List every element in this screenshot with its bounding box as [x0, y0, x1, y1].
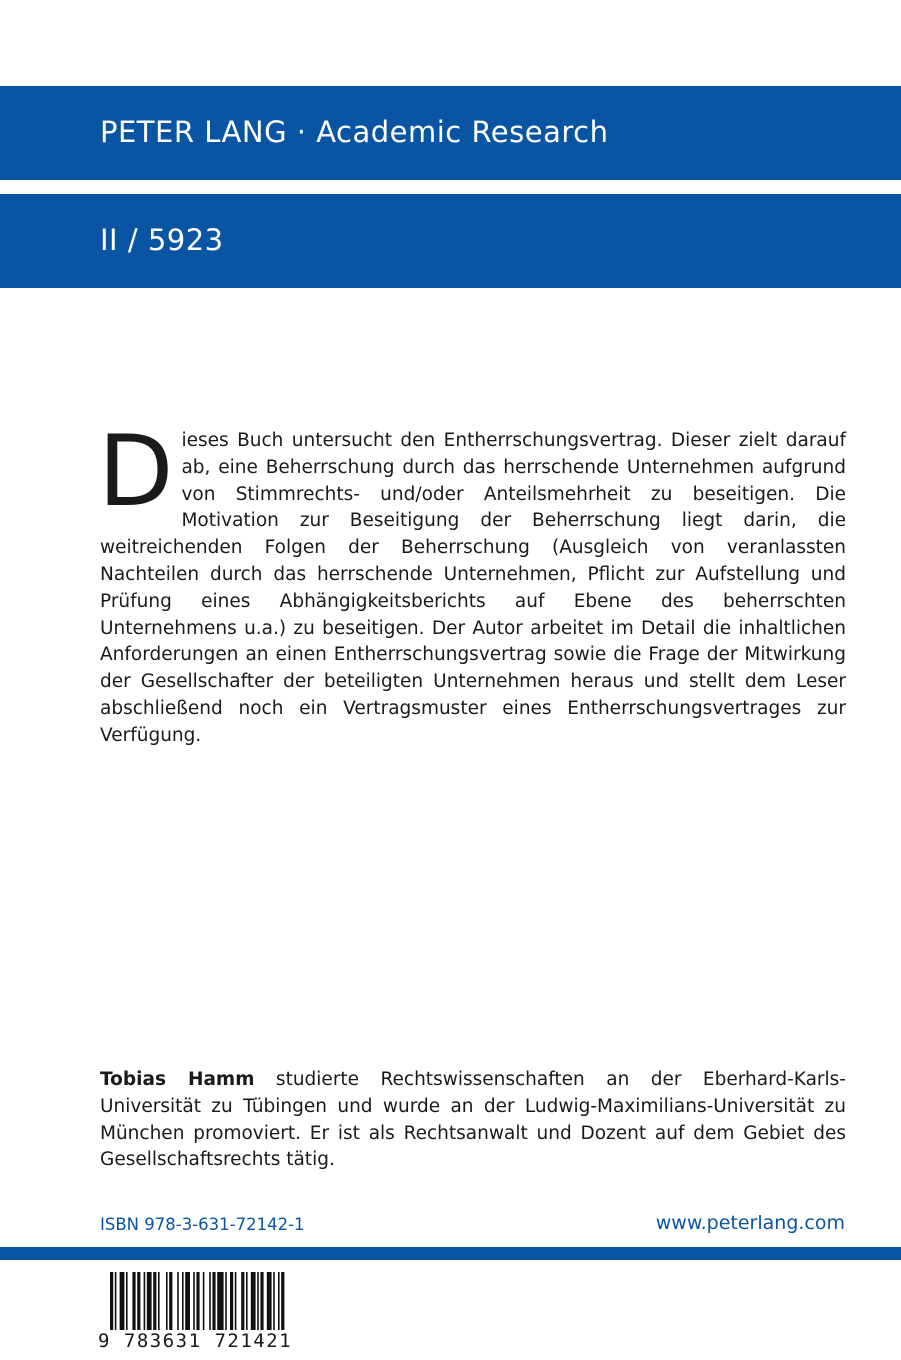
- author-bio-text: studierte Rechtswissenschaften an der Eberhard-Karls-Universität zu Tübingen und wurde an der Ludwig-Maximilians-Universität zu München promoviert. Er ist als Rechtsanwalt und Dozent auf dem Gebiet des Gesellschaftsrechts tätig.: [100, 1069, 846, 1171]
- barcode-bar: [196, 1272, 199, 1330]
- barcode-bar: [203, 1272, 205, 1330]
- barcode-bar: [251, 1272, 256, 1330]
- barcode-bar: [267, 1272, 272, 1330]
- barcode-bar: [257, 1272, 259, 1330]
- author-name: Tobias Hamm: [100, 1069, 255, 1090]
- barcode-bar: [166, 1272, 168, 1330]
- drop-cap: D: [98, 415, 174, 529]
- barcode-bar: [177, 1272, 179, 1330]
- barcode-bar: [185, 1272, 190, 1330]
- barcode-bar: [273, 1272, 275, 1330]
- barcode-bar: [209, 1272, 211, 1330]
- barcode-bar: [182, 1272, 184, 1330]
- barcode-bar: [169, 1272, 172, 1330]
- barcode-bar: [158, 1272, 160, 1330]
- barcode-bar: [147, 1272, 152, 1330]
- barcode-bar: [212, 1272, 215, 1330]
- barcode-bar: [137, 1272, 140, 1330]
- series-band: [0, 194, 901, 288]
- footer-rule: [0, 1247, 901, 1260]
- barcode-bar: [120, 1272, 125, 1330]
- barcode-bar: [115, 1272, 117, 1330]
- barcode-bar: [260, 1272, 263, 1330]
- abstract-text: ieses Buch untersucht den Entherrschungsvertrag. Dieser zielt darauf ab, eine Beherrschung durch das herrschende Unternehmen aufgrund von Stimmrechts- und/oder Anteilsmehrheit zu beseitigen. Die Motivation zur Beseitigung der Beherrschung liegt darin, die weitreichenden Folgen der Beherrschung (Ausgleich von veranlassten Nachteilen durch das herrschende Unternehmen, Pflicht zur Aufstellung und Prüfung eines Abhängigkeitsberichts auf Ebene des beherrschten Unternehmens u.a.) zu beseitigen. Der Autor arbeitet im Detail die inhaltlichen Anforderungen an einen Entherrschungsvertrag sowie die Frage der Mitwirkung der Gesellschafter der beteiligten Unternehmen heraus und stellt dem Leser abschließend noch ein Vertragsmuster eines Entherrschungsvertrages zur Verfügung.: [100, 430, 846, 746]
- barcode-bar: [241, 1272, 244, 1330]
- barcode-bar: [281, 1272, 284, 1330]
- author-bio: [100, 1067, 846, 1174]
- barcode-bar: [230, 1272, 233, 1330]
- barcode-bar: [278, 1272, 280, 1330]
- barcode-bar: [126, 1272, 128, 1330]
- barcode-bar: [217, 1272, 223, 1330]
- barcode-bar: [246, 1272, 248, 1330]
- isbn: ISBN 978-3-631-72142-1: [100, 1215, 305, 1234]
- barcode-bar: [193, 1272, 195, 1330]
- barcode-bar: [235, 1272, 237, 1330]
- publisher-line: PETER LANG · Academic Research: [100, 115, 609, 149]
- abstract-paragraph: [98, 415, 846, 750]
- barcode-bar: [110, 1272, 113, 1330]
- series-number: II / 5923: [100, 223, 224, 257]
- publisher-band: [0, 86, 901, 180]
- barcode-bar: [153, 1272, 156, 1330]
- website-link[interactable]: www.peterlang.com: [655, 1212, 845, 1234]
- barcode-bar: [132, 1272, 135, 1330]
- barcode-digits: 9 783631 721421: [98, 1330, 293, 1352]
- barcode-bar: [225, 1272, 227, 1330]
- barcode-bar: [144, 1272, 146, 1330]
